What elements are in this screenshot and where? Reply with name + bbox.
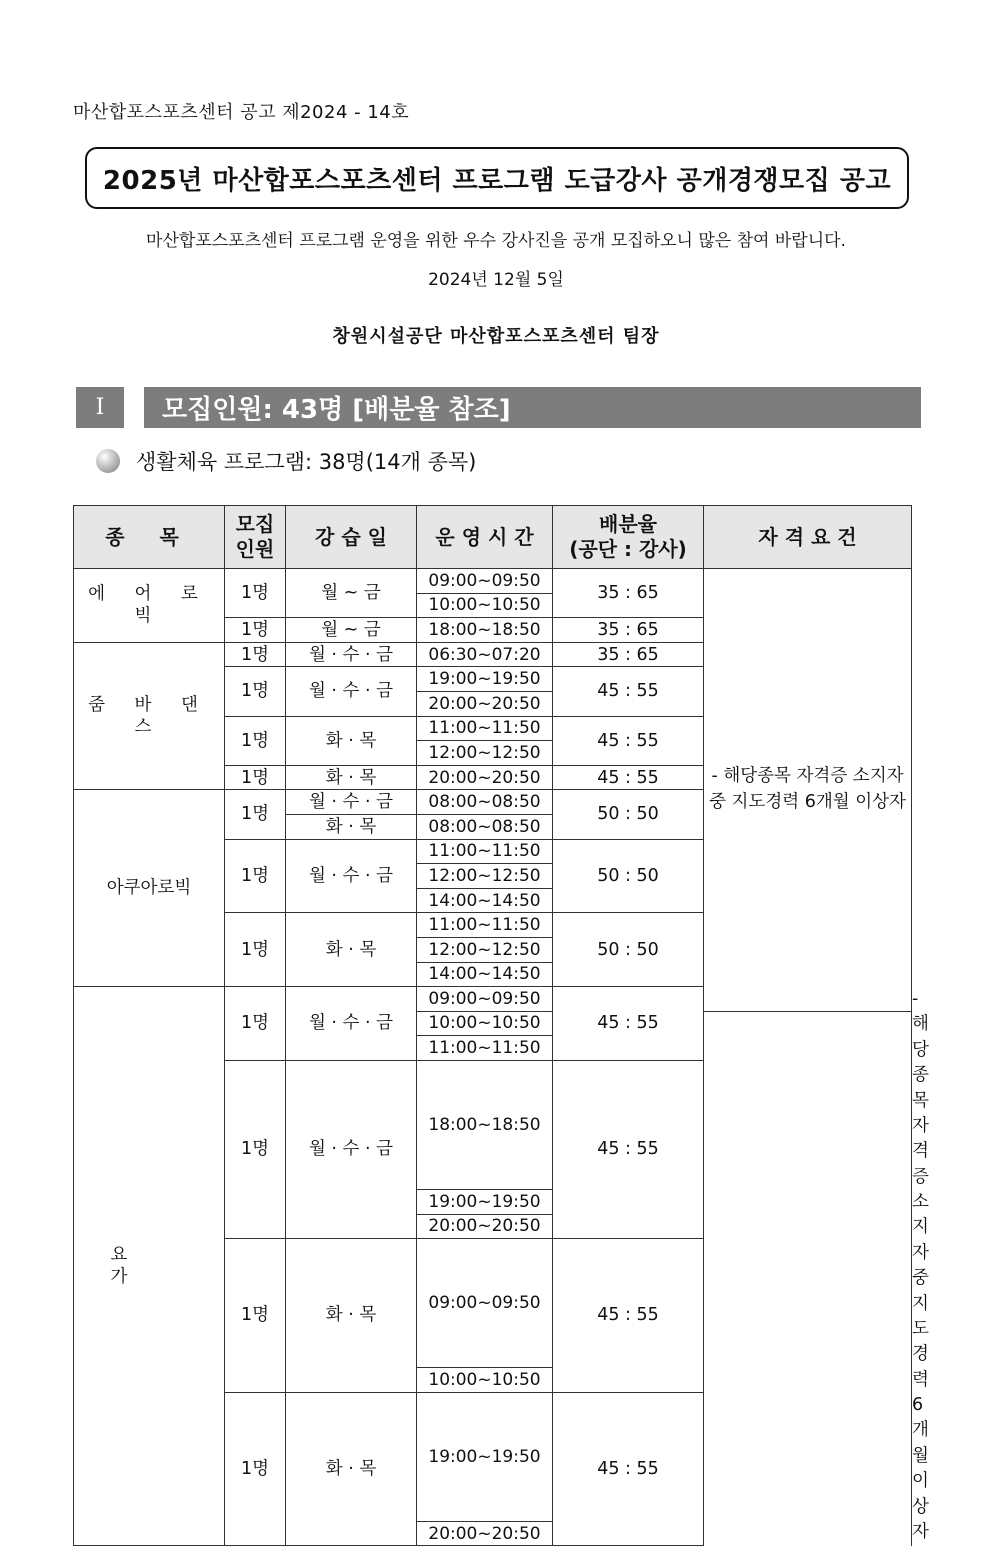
announcement-title: 2025년 마산합포스포츠센터 프로그램 도급강사 공개경쟁모집 공고 <box>85 147 909 209</box>
qualification-text: - 해당종목 자격증 소지자 <box>711 766 904 787</box>
header-text: 모집 <box>235 512 275 536</box>
header-text: 인원 <box>235 537 275 561</box>
time-cell: 20:00~20:50 <box>417 1521 553 1546</box>
count-cell: 1명 <box>225 1392 286 1546</box>
days-cell: 화 · 목 <box>286 1392 417 1546</box>
sport-aerobics: 에 어 로 빅 <box>74 569 225 643</box>
count-cell: 1명 <box>225 569 286 618</box>
days-cell: 월 · 수 · 금 <box>286 667 417 716</box>
ratio-cell: 35 : 65 <box>553 642 704 667</box>
time-cell: 19:00~19:50 <box>417 667 553 692</box>
header-sport <box>74 506 225 569</box>
header-qualification <box>704 506 912 569</box>
time-cell: 08:00~08:50 <box>417 790 553 815</box>
section-title: 모집인원: 43명 [배분율 참조] <box>144 387 921 428</box>
time-cell: 12:00~12:50 <box>417 864 553 889</box>
section-number: Ⅰ <box>76 387 124 428</box>
time-cell: 08:00~08:50 <box>417 814 553 839</box>
days-cell: 월 · 수 · 금 <box>286 642 417 667</box>
signer: 창원시설공단 마산합포스포츠센터 팀장 <box>332 326 660 347</box>
days-cell: 월 · 수 · 금 <box>286 1060 417 1238</box>
time-cell: 11:00~11:50 <box>417 1036 553 1061</box>
time-cell: 18:00~18:50 <box>417 1060 553 1189</box>
time-cell: 09:00~09:50 <box>417 987 553 1012</box>
time-cell: 19:00~19:50 <box>417 1189 553 1214</box>
announcement-date: 2024년 12월 5일 <box>428 270 564 290</box>
time-cell: 10:00~10:50 <box>417 593 553 618</box>
count-cell: 1명 <box>225 913 286 987</box>
ratio-cell: 50 : 50 <box>553 839 704 913</box>
ratio-cell: 45 : 55 <box>553 667 704 716</box>
time-cell: 12:00~12:50 <box>417 741 553 766</box>
count-cell: 1명 <box>225 765 286 790</box>
count-cell: 1명 <box>225 716 286 765</box>
header-text: (공단 : 강사) <box>569 537 687 561</box>
time-cell: 14:00~14:50 <box>417 962 553 987</box>
ratio-cell: 45 : 55 <box>553 1239 704 1393</box>
ratio-cell: 35 : 65 <box>553 618 704 643</box>
time-cell: 10:00~10:50 <box>417 1011 553 1036</box>
sport-yoga: 요 가 <box>74 987 225 1546</box>
time-cell: 20:00~20:50 <box>417 765 553 790</box>
notice-number: 마산합포스포츠센터 공고 제2024 - 14호 <box>73 102 410 123</box>
days-cell: 월 · 수 · 금 <box>286 987 417 1061</box>
table-header-row <box>74 506 912 569</box>
time-cell: 20:00~20:50 <box>417 1214 553 1239</box>
header-days <box>286 506 417 569</box>
days-cell: 월 ~ 금 <box>286 618 417 643</box>
ratio-cell: 45 : 55 <box>553 1392 704 1546</box>
ratio-cell: 50 : 50 <box>553 913 704 987</box>
time-cell: 11:00~11:50 <box>417 913 553 938</box>
count-cell: 1명 <box>225 987 286 1061</box>
header-count <box>225 506 286 569</box>
qualification-text: 중 지도경력 6개월 이상자 <box>709 791 906 812</box>
qualification-text: - 해당종목 자격증 소지자 <box>912 989 929 1263</box>
days-cell: 화 · 목 <box>286 1239 417 1393</box>
days-cell: 화 · 목 <box>286 716 417 765</box>
count-cell: 1명 <box>225 642 286 667</box>
days-cell: 월 ~ 금 <box>286 569 417 618</box>
time-cell: 06:30~07:20 <box>417 642 553 667</box>
count-cell: 1명 <box>225 790 286 839</box>
count-cell: 1명 <box>225 1060 286 1238</box>
header-text: 강 습 일 <box>315 524 387 549</box>
table-row <box>74 569 912 594</box>
intro-text: 마산합포스포츠센터 프로그램 운영을 위한 우수 강사진을 공개 모집하오니 많은 참여 바랍니다. <box>146 231 846 251</box>
header-text: 운 영 시 간 <box>435 524 534 549</box>
ratio-cell: 45 : 55 <box>553 765 704 790</box>
days-cell: 화 · 목 <box>286 814 417 839</box>
days-cell: 화 · 목 <box>286 765 417 790</box>
recruitment-table <box>73 505 929 1546</box>
sport-zumba: 줌 바 댄 스 <box>74 642 225 790</box>
header-text: 배분율 <box>599 512 657 536</box>
time-cell: 09:00~09:50 <box>417 1239 553 1368</box>
ratio-cell: 45 : 55 <box>553 716 704 765</box>
days-cell: 월 · 수 · 금 <box>286 839 417 913</box>
bullet-icon <box>96 449 120 473</box>
ratio-cell: 45 : 55 <box>553 1060 704 1238</box>
header-text: 종 목 <box>105 524 193 549</box>
time-cell: 18:00~18:50 <box>417 618 553 643</box>
time-cell: 10:00~10:50 <box>417 1368 553 1393</box>
days-cell: 월 · 수 · 금 <box>286 790 417 815</box>
count-cell: 1명 <box>225 667 286 716</box>
time-cell: 11:00~11:50 <box>417 839 553 864</box>
subsection-text: 생활체육 프로그램: 38명(14개 종목) <box>136 450 477 474</box>
subsection-heading <box>96 446 476 476</box>
time-cell: 20:00~20:50 <box>417 691 553 716</box>
time-cell: 09:00~09:50 <box>417 569 553 594</box>
count-cell: 1명 <box>225 618 286 643</box>
days-cell: 화 · 목 <box>286 913 417 987</box>
time-cell: 11:00~11:50 <box>417 716 553 741</box>
time-cell: 14:00~14:50 <box>417 888 553 913</box>
header-time <box>417 506 553 569</box>
ratio-cell: 45 : 55 <box>553 987 704 1061</box>
time-cell: 12:00~12:50 <box>417 937 553 962</box>
ratio-cell: 35 : 65 <box>553 569 704 618</box>
header-ratio <box>553 506 704 569</box>
count-cell: 1명 <box>225 1239 286 1393</box>
qualification-cell <box>704 569 912 1012</box>
ratio-cell: 50 : 50 <box>553 790 704 839</box>
header-text: 자 격 요 건 <box>758 524 857 549</box>
sport-aqua-aerobics: 아쿠아로빅 <box>74 790 225 987</box>
qualification-text: 중 지도경력 6개월 이상자 <box>912 1268 929 1542</box>
time-cell: 19:00~19:50 <box>417 1392 553 1521</box>
count-cell: 1명 <box>225 839 286 913</box>
